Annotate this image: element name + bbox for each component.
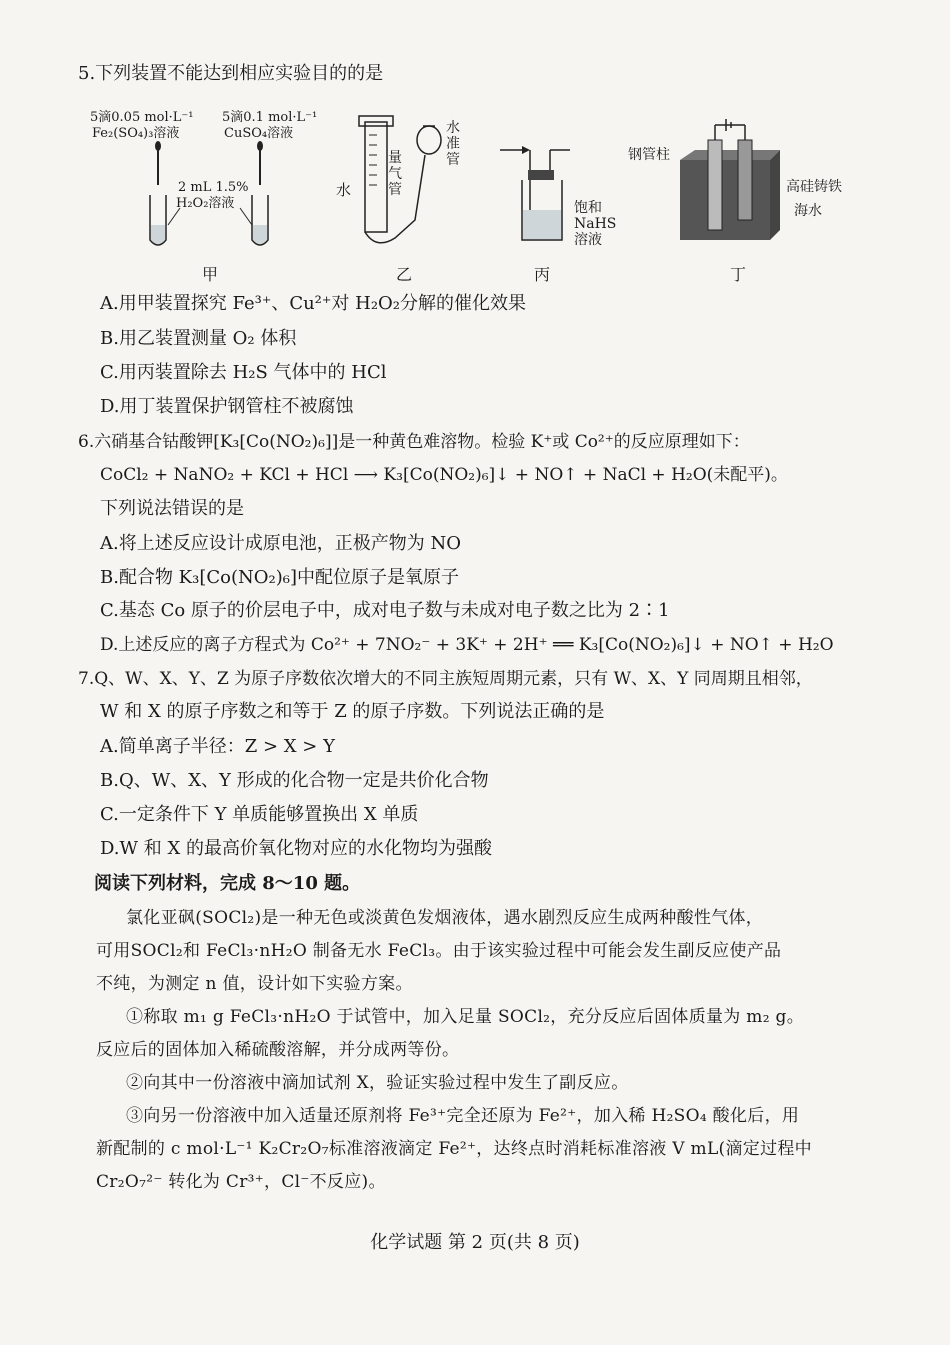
bing-apparatus xyxy=(500,140,580,250)
q7-option-b: B.Q、W、X、Y 形成的化合物一定是共价化合物 xyxy=(100,770,489,791)
jia-drop1-line1: 5滴0.05 mol·L⁻¹ xyxy=(90,110,194,125)
label-ding: 丁 xyxy=(730,265,747,284)
q5-option-d: D.用丁装置保护钢管柱不被腐蚀 xyxy=(100,396,354,417)
q6-stem: 6.六硝基合钴酸钾[K₃[Co(NO₂)₆]]是一种黄色难溶物。检验 K⁺或 Co²⁺的反应原理如下： xyxy=(78,432,750,452)
yi-level-char-2: 准 xyxy=(446,136,460,152)
reading-p3: ②向其中一份溶液中滴加试剂 X，验证实验过程中发生了副反应。 xyxy=(126,1073,629,1093)
page-footer: 化学试题 第 2 页(共 8 页) xyxy=(370,1232,580,1253)
bing-solution-line3: 溶液 xyxy=(574,232,602,248)
q5-option-a: A.用甲装置探究 Fe³⁺、Cu²⁺对 H₂O₂分解的催化效果 xyxy=(100,293,527,314)
jia-apparatus xyxy=(140,140,280,255)
q7-option-d: D.W 和 X 的最高价氧化物对应的水化物均为强酸 xyxy=(100,838,492,859)
q5-option-b: B.用乙装置测量 O₂ 体积 xyxy=(100,328,297,349)
q6-option-a: A.将上述反应设计成原电池，正极产物为 NO xyxy=(100,533,461,554)
q6-prompt: 下列说法错误的是 xyxy=(100,498,244,519)
label-bing: 丙 xyxy=(534,265,551,284)
ding-sea-label: 海水 xyxy=(794,203,822,219)
yi-water-label: 水 xyxy=(336,181,352,199)
yi-tube-char-1: 量 xyxy=(388,150,402,166)
q6-option-d: D.上述反应的离子方程式为 Co²⁺ + 7NO₂⁻ + 3K⁺ + 2H⁺ ══ K₃[Co(NO₂)₆]↓ + NO↑ + H₂O xyxy=(100,635,834,655)
reading-heading: 阅读下列材料，完成 8～10 题。 xyxy=(94,873,361,894)
reading-p1-line3: 不纯，为测定 n 值，设计如下实验方案。 xyxy=(96,974,413,994)
q7-stem-line1: 7.Q、W、X、Y、Z 为原子序数依次增大的不同主族短周期元素，只有 W、X、Y 同周期且相邻， xyxy=(78,669,813,689)
jia-drop1-line2: Fe₂(SO₄)₃溶液 xyxy=(92,126,180,141)
jia-middle-line1: 2 mL 1.5% xyxy=(178,180,249,195)
label-jia: 甲 xyxy=(202,265,219,284)
reading-p1-line2: 可用SOCl₂和 FeCl₃·nH₂O 制备无水 FeCl₃。由于该实验过程中可能会发生副反应使产品 xyxy=(96,941,782,961)
q7-stem-line2: W 和 X 的原子序数之和等于 Z 的原子序数。下列说法正确的是 xyxy=(100,701,605,722)
q6-equation: CoCl₂ + NaNO₂ + KCl + HCl ⟶ K₃[Co(NO₂)₆]↓ + NO↑ + NaCl + H₂O(未配平)。 xyxy=(100,465,788,485)
q6-option-c: C.基态 Co 原子的价层电子中，成对电子数与未成对电子数之比为 2∶1 xyxy=(100,600,670,621)
q7-option-c: C.一定条件下 Y 单质能够置换出 X 单质 xyxy=(100,804,419,825)
yi-level-label xyxy=(446,120,460,168)
ding-pillar-label: 钢管柱 xyxy=(628,147,670,163)
reading-p4-line2: 新配制的 c mol·L⁻¹ K₂Cr₂O₇标准溶液滴定 Fe²⁺，达终点时消耗标准溶液 V mL(滴定过程中 xyxy=(96,1139,812,1159)
reading-p1-line1: 氯化亚砜(SOCl₂)是一种无色或淡黄色发烟液体，遇水剧烈反应生成两种酸性气体， xyxy=(126,908,764,928)
bing-solution-line1: 饱和 xyxy=(574,200,602,216)
bing-solution-line2: NaHS xyxy=(574,216,617,232)
ding-apparatus xyxy=(670,115,780,255)
reading-p4-line3: Cr₂O₇²⁻ 转化为 Cr³⁺，Cl⁻不反应)。 xyxy=(96,1172,386,1192)
q5-option-c: C.用丙装置除去 H₂S 气体中的 HCl xyxy=(100,362,387,383)
ding-iron-label: 高硅铸铁 xyxy=(786,179,842,195)
reading-p4-line1: ③向另一份溶液中加入适量还原剂将 Fe³⁺完全还原为 Fe²⁺，加入稀 H₂SO₄ 酸化后，用 xyxy=(126,1106,800,1126)
q6-option-b: B.配合物 K₃[Co(NO₂)₆]中配位原子是氧原子 xyxy=(100,567,459,588)
label-yi: 乙 xyxy=(396,265,413,284)
reading-p2-line1: ①称取 m₁ g FeCl₃·nH₂O 于试管中，加入足量 SOCl₂，充分反应后固体质量为 m₂ g。 xyxy=(126,1007,805,1027)
yi-level-char-1: 水 xyxy=(446,120,460,136)
yi-level-char-3: 管 xyxy=(446,152,460,168)
q5-stem: 5.下列装置不能达到相应实验目的的是 xyxy=(78,63,384,84)
yi-tube-label xyxy=(388,150,402,198)
jia-middle-line2: H₂O₂溶液 xyxy=(176,196,235,211)
q7-option-a: A.简单离子半径：Z > X > Y xyxy=(100,736,335,757)
jia-drop2-line2: CuSO₄溶液 xyxy=(224,126,294,141)
reading-p2-line2: 反应后的固体加入稀硫酸溶解，并分成两等份。 xyxy=(96,1040,460,1060)
jia-drop2-line1: 5滴0.1 mol·L⁻¹ xyxy=(222,110,318,125)
yi-tube-char-2: 气 xyxy=(388,166,402,182)
yi-tube-char-3: 管 xyxy=(388,182,402,198)
